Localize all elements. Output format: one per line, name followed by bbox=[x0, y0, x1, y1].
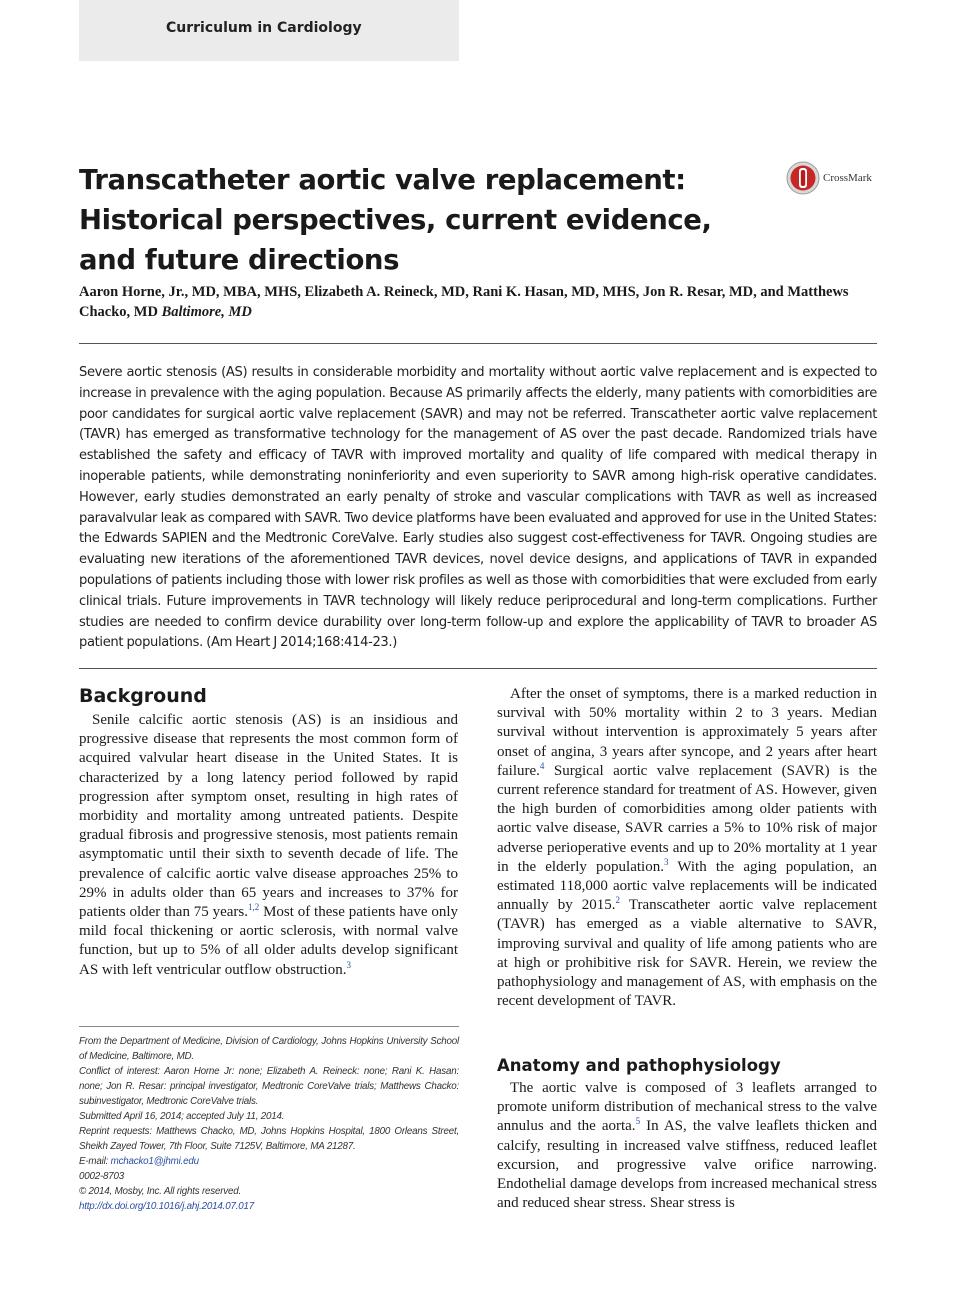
text-run: Most of these patients have only mild focal thickening or aortic sclerosis, with normal valve function, but up to 5% of all older adults develop significant AS with left ventricular outflow obstruction. bbox=[79, 904, 458, 978]
text-run: Transcatheter aortic valve replacement (TAVR) has emerged as a viable alternative to SAVR, improving survival and quality of life among patients who are at high or prohibitive risk for SAVR. Herein, we review the pathophysiology and management of AS, with emphasis on the recent development of TAVR. bbox=[497, 897, 878, 1010]
footnote-email bbox=[79, 1154, 459, 1169]
anatomy-column bbox=[497, 1079, 877, 1213]
left-column bbox=[79, 711, 458, 980]
author-names: Aaron Horne, Jr., MD, MBA, MHS, Elizabeth A. Reineck, MD, Rani K. Hasan, MD, MHS, Jon R. Resar, MD, and Matthews Chacko, MD bbox=[79, 284, 849, 320]
section-tab bbox=[79, 0, 459, 61]
footnote-issn: 0002-8703 bbox=[79, 1171, 125, 1182]
citation-ref[interactable]: 3 bbox=[663, 856, 669, 867]
author-location: Baltimore, MD bbox=[161, 304, 252, 320]
citation-ref[interactable]: 1,2 bbox=[248, 902, 260, 913]
footnote-affiliation: From the Department of Medicine, Division of Cardiology, Johns Hopkins University School of Medicine, Baltimore, MD. bbox=[79, 1036, 459, 1062]
text-run: With the aging population, an estimated 118,000 aortic valve replacements will be indicated annually by 2015. bbox=[497, 858, 877, 914]
crossmark-icon bbox=[785, 160, 821, 196]
article-title: Transcatheter aortic valve replacement: Historical perspectives, current evidence, and future directions bbox=[79, 164, 712, 276]
text-run: The aortic valve is composed of 3 leaflets arranged to promote uniform distribution of mechanical stress to the valve annulus and the aorta. bbox=[497, 1080, 877, 1135]
citation-ref[interactable]: 5 bbox=[635, 1116, 641, 1127]
anatomy-heading: Anatomy and pathophysiology bbox=[497, 1056, 781, 1075]
text-run: In AS, the valve leaflets thicken and calcify, resulting in increased valve stiffness, reduced leaflet excursion, and progressive valve orifice narrowing. Endothelial damage develops from increased mechanical stress and reduced shear stress. Shear stress is bbox=[497, 1118, 877, 1212]
footnote-submitted: Submitted April 16, 2014; accepted July 11, 2014. bbox=[79, 1111, 285, 1122]
email-label: E-mail: bbox=[79, 1156, 111, 1167]
divider-top bbox=[79, 343, 877, 344]
crossmark-badge[interactable] bbox=[785, 160, 880, 196]
divider-abstract bbox=[79, 668, 877, 669]
citation-ref[interactable]: 3 bbox=[346, 959, 351, 970]
text-run: Senile calcific aortic stenosis (AS) is an insidious and progressive disease that represents the most common form of acquired valvular heart disease in the United States. It is characterized by a long latency period followed by rapid progression after symptom onset, resulting in high rates of morbidity and mortality among untreated patients. Despite gradual fibrosis and progressive stenosis, most patients remain asymptomatic until their sixth to seventh decade of life. The prevalence of calcific aortic valve disease approaches 25% to 29% in adults older than 65 years and increases to 37% for patients older than 75 years. bbox=[79, 712, 458, 921]
footnotes bbox=[79, 1034, 459, 1214]
right-column bbox=[497, 685, 877, 1011]
footnote-divider bbox=[79, 1026, 459, 1027]
author-list bbox=[79, 282, 879, 322]
footnote-conflict: Conflict of interest: Aaron Horne Jr: none; Elizabeth A. Reineck: none; Rani K. Hasan: none; Jon R. Resar: principal investigator, Medtronic CoreValve trials; Matthews Chacko: subinvestigator, Medtronic CoreValve trials. bbox=[79, 1066, 459, 1107]
text-run: Surgical aortic valve replacement (SAVR) is the current reference standard for treatment of AS. However, given the high burden of comorbidities among older patients with aortic valve disease, SAVR carries a 5% to 10% risk of major adverse perioperative events and up to 20% mortality at 1 year in the elderly population. bbox=[497, 762, 877, 875]
email-link[interactable]: mchacko1@jhmi.edu bbox=[110, 1156, 199, 1167]
doi-link[interactable]: http://dx.doi.org/10.1016/j.ahj.2014.07.017 bbox=[79, 1201, 254, 1212]
background-paragraph-2 bbox=[497, 685, 877, 1011]
citation-ref[interactable]: 2 bbox=[615, 895, 621, 906]
footnote-reprints: Reprint requests: Matthews Chacko, MD, Johns Hopkins Hospital, 1800 Orleans Street, Sheikh Zayed Tower, 7th Floor, Suite 7125V, Baltimore, MA 21287. bbox=[79, 1126, 459, 1152]
abstract: Severe aortic stenosis (AS) results in considerable morbidity and mortality without aortic valve replacement and is expected to increase in prevalence with the aging population. Because AS primarily affects the elderly, many patients with comorbidities are poor candidates for surgical aortic valve replacement (SAVR) and may not be referred. Transcatheter aortic valve replacement (TAVR) has emerged as transformative technology for the management of AS over the past decade. Randomized trials have established the safety and efficacy of TAVR with improved mortality and quality of life compared with medical therapy in inoperable patients, while demonstrating noninferiority and even superiority to SAVR among high-risk operative candidates. However, early studies demonstrated an early penalty of stroke and vascular complications with TAVR as well as increased paravalvular leak as compared with SAVR. Two device platforms have been evaluated and approved for use in the United States: the Edwards SAPIEN and the Medtronic CoreValve. Early studies also suggest cost-effectiveness for TAVR. Ongoing studies are evaluating new iterations of the aforementioned TAVR devices, novel device designs, and applications of TAVR in expanded populations of patients including those with lower risk profiles as well as those with comorbidities that were excluded from early clinical trials. Future improvements in TAVR technology will likely reduce periprocedural and long-term complications. Further studies are needed to confirm device durability over long-term follow-up and explore the applicability of TAVR to broader AS patient populations. (Am Heart J 2014;168:414-23.) bbox=[79, 365, 877, 651]
background-heading: Background bbox=[79, 685, 207, 707]
text-run: After the onset of symptoms, there is a marked reduction in survival with 50% mortality within 2 to 3 years. Median survival without intervention is approximately 5 years after onset of angina, 3 years after syncope, and 2 years after heart failure. bbox=[497, 686, 877, 779]
anatomy-paragraph bbox=[497, 1079, 877, 1213]
background-paragraph-1 bbox=[79, 711, 458, 980]
citation-ref[interactable]: 4 bbox=[539, 760, 545, 771]
section-label: Curriculum in Cardiology bbox=[166, 20, 362, 36]
footnote-copyright: © 2014, Mosby, Inc. All rights reserved. bbox=[79, 1186, 242, 1197]
crossmark-label: CrossMark bbox=[823, 172, 872, 184]
